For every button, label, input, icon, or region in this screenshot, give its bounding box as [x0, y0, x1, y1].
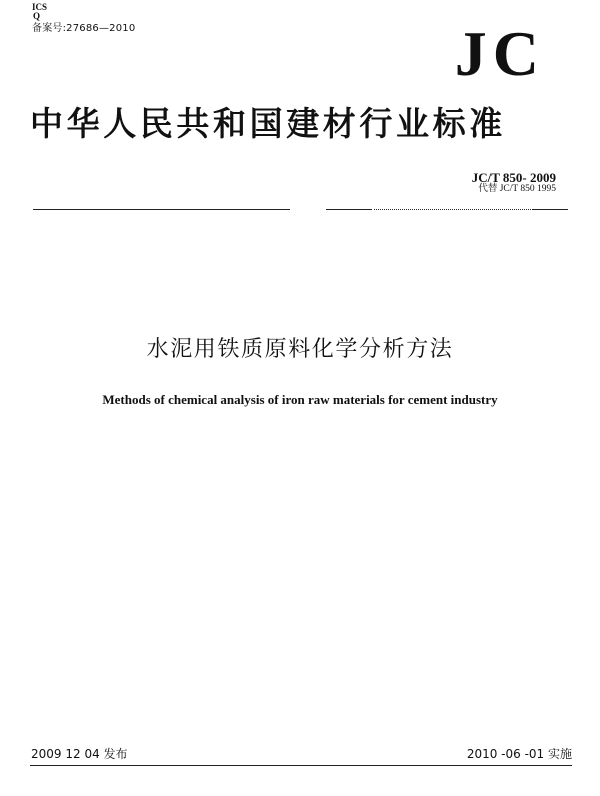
industry-standard-heading: 中华人民共和国建材行业标准	[30, 104, 506, 143]
standard-number: JC/T 850- 2009	[471, 170, 556, 185]
document-title-chinese: 水泥用铁质原料化学分析方法	[146, 337, 454, 362]
implementation-date: 2010 -06 -01 实施	[466, 747, 572, 761]
divider-fade	[372, 209, 532, 210]
document-title-english: Methods of chemical analysis of iron raw materials for cement industry	[102, 392, 498, 407]
issue-date: 2009 12 04 发布	[31, 747, 128, 761]
classification-q: Q	[33, 11, 41, 21]
ics-code: ICS	[32, 2, 48, 12]
divider-gap	[290, 207, 326, 212]
jc-mark: JC	[454, 18, 545, 89]
footer-divider	[30, 765, 572, 766]
replaces-standard: 代替 JC/T 850 1995	[478, 184, 556, 194]
record-number: 备案号:27686—2010	[32, 23, 136, 34]
